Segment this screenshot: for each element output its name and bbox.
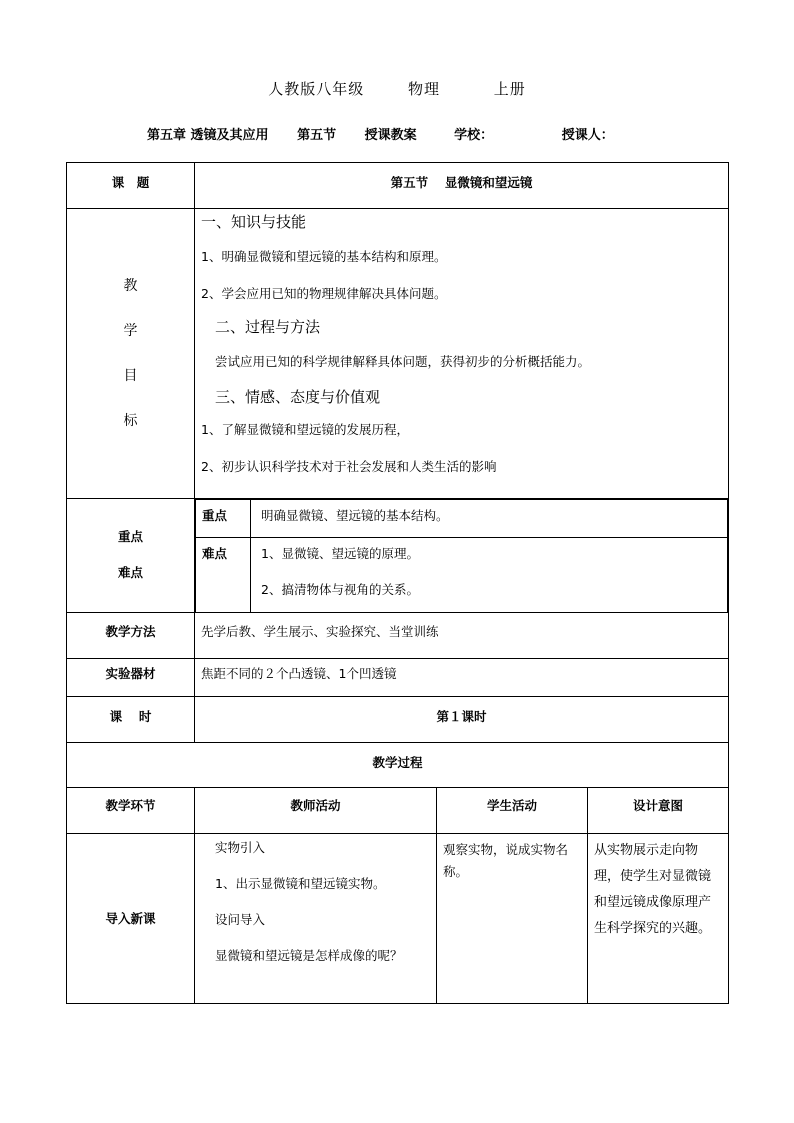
keypoints-content bbox=[195, 499, 729, 613]
process-header-teacher: 教师活动 bbox=[195, 787, 437, 833]
objective-heading: 三、情感、态度与价值观 bbox=[215, 388, 381, 406]
process-title: 教学过程 bbox=[67, 742, 729, 787]
difficult-label: 难点 bbox=[196, 538, 251, 612]
topic-row bbox=[67, 163, 729, 209]
objectives-label-char: 标 bbox=[123, 412, 138, 429]
method-label: 教学方法 bbox=[67, 612, 195, 658]
key-label: 重点 bbox=[196, 500, 251, 538]
objective-item: 1、明确显微镜和望远镜的基本结构和原理。 bbox=[201, 249, 447, 264]
method-row bbox=[67, 612, 729, 658]
process-header-row bbox=[67, 787, 729, 833]
objectives-label-char: 学 bbox=[123, 322, 138, 339]
teacher-activity-line: 实物引入 bbox=[215, 839, 266, 855]
difficult-item: 2、搞清物体与视角的关系。 bbox=[261, 582, 419, 597]
equipment-text: 焦距不同的２个凸透镜、1个凹透镜 bbox=[195, 658, 729, 696]
objective-item: 2、学会应用已知的物理规律解决具体问题。 bbox=[201, 286, 447, 301]
keypoints-label-key: 重点 bbox=[117, 529, 143, 545]
topic-label: 课 题 bbox=[67, 163, 195, 209]
objective-heading: 一、知识与技能 bbox=[201, 213, 307, 231]
subtitle-section: 第五节 bbox=[297, 128, 337, 143]
subtitle-chapter: 第五章 透镜及其应用 bbox=[147, 128, 269, 143]
difficult-item: 1、显微镜、望远镜的原理。 bbox=[261, 546, 419, 561]
keypoints-inner-table bbox=[195, 499, 728, 612]
period-label: 课 时 bbox=[67, 696, 195, 742]
process-header-design: 设计意图 bbox=[588, 787, 729, 833]
difficult-text bbox=[251, 538, 728, 612]
process-title-row bbox=[67, 742, 729, 787]
subtitle-school: 学校： bbox=[454, 128, 494, 143]
teacher-activity bbox=[195, 833, 437, 1003]
teacher-activity-line: 显微镜和望远镜是怎样成像的呢？ bbox=[215, 947, 403, 963]
objective-item: 尝试应用已知的科学规律解释具体问题，获得初步的分析概括能力。 bbox=[215, 354, 591, 369]
student-activity: 观察实物，说成实物名称。 bbox=[437, 833, 588, 1003]
process-header-student: 学生活动 bbox=[437, 787, 588, 833]
subtitle-plan-type: 授课教案 bbox=[364, 128, 417, 143]
objective-item: 2、初步认识科学技术对于社会发展和人类生活的影响 bbox=[201, 459, 497, 474]
keypoints-label-difficult: 难点 bbox=[117, 565, 143, 581]
title-subject: 物理 bbox=[407, 80, 440, 98]
key-text: 明确显微镜、望远镜的基本结构。 bbox=[251, 500, 728, 538]
teacher-activity-line: 1、出示显微镜和望远镜实物。 bbox=[215, 875, 386, 891]
process-header-stage: 教学环节 bbox=[67, 787, 195, 833]
equipment-row bbox=[67, 658, 729, 696]
objectives-label bbox=[67, 209, 195, 499]
document-title bbox=[0, 78, 794, 99]
objective-heading: 二、过程与方法 bbox=[215, 318, 321, 336]
period-value: 第１课时 bbox=[195, 696, 729, 742]
objectives-row bbox=[67, 209, 729, 499]
topic-value: 第五节 显微镜和望远镜 bbox=[195, 163, 729, 209]
method-text: 先学后教、学生展示、实验探究、当堂训练 bbox=[195, 612, 729, 658]
keypoints-label bbox=[67, 499, 195, 613]
lesson-plan-table bbox=[66, 162, 729, 1004]
objectives-content bbox=[195, 209, 729, 499]
teacher-activity-line: 设问导入 bbox=[215, 911, 266, 927]
period-row bbox=[67, 696, 729, 742]
subtitle-teacher: 授课人： bbox=[561, 128, 614, 143]
objectives-label-char: 目 bbox=[123, 367, 138, 384]
keypoints-row bbox=[67, 499, 729, 613]
equipment-label: 实验器材 bbox=[67, 658, 195, 696]
objective-item: 1、了解显微镜和望远镜的发展历程， bbox=[201, 422, 409, 437]
stage-intro-label: 导入新课 bbox=[67, 833, 195, 1003]
title-grade: 人教版八年级 bbox=[268, 80, 365, 98]
document-subtitle bbox=[147, 124, 614, 143]
objectives-label-char: 教 bbox=[123, 277, 138, 294]
design-intent: 从实物展示走向物理，使学生对显微镜和望远镜成像原理产生科学探究的兴趣。 bbox=[588, 833, 729, 1003]
process-row-intro bbox=[67, 833, 729, 1003]
title-volume: 上册 bbox=[493, 80, 526, 98]
